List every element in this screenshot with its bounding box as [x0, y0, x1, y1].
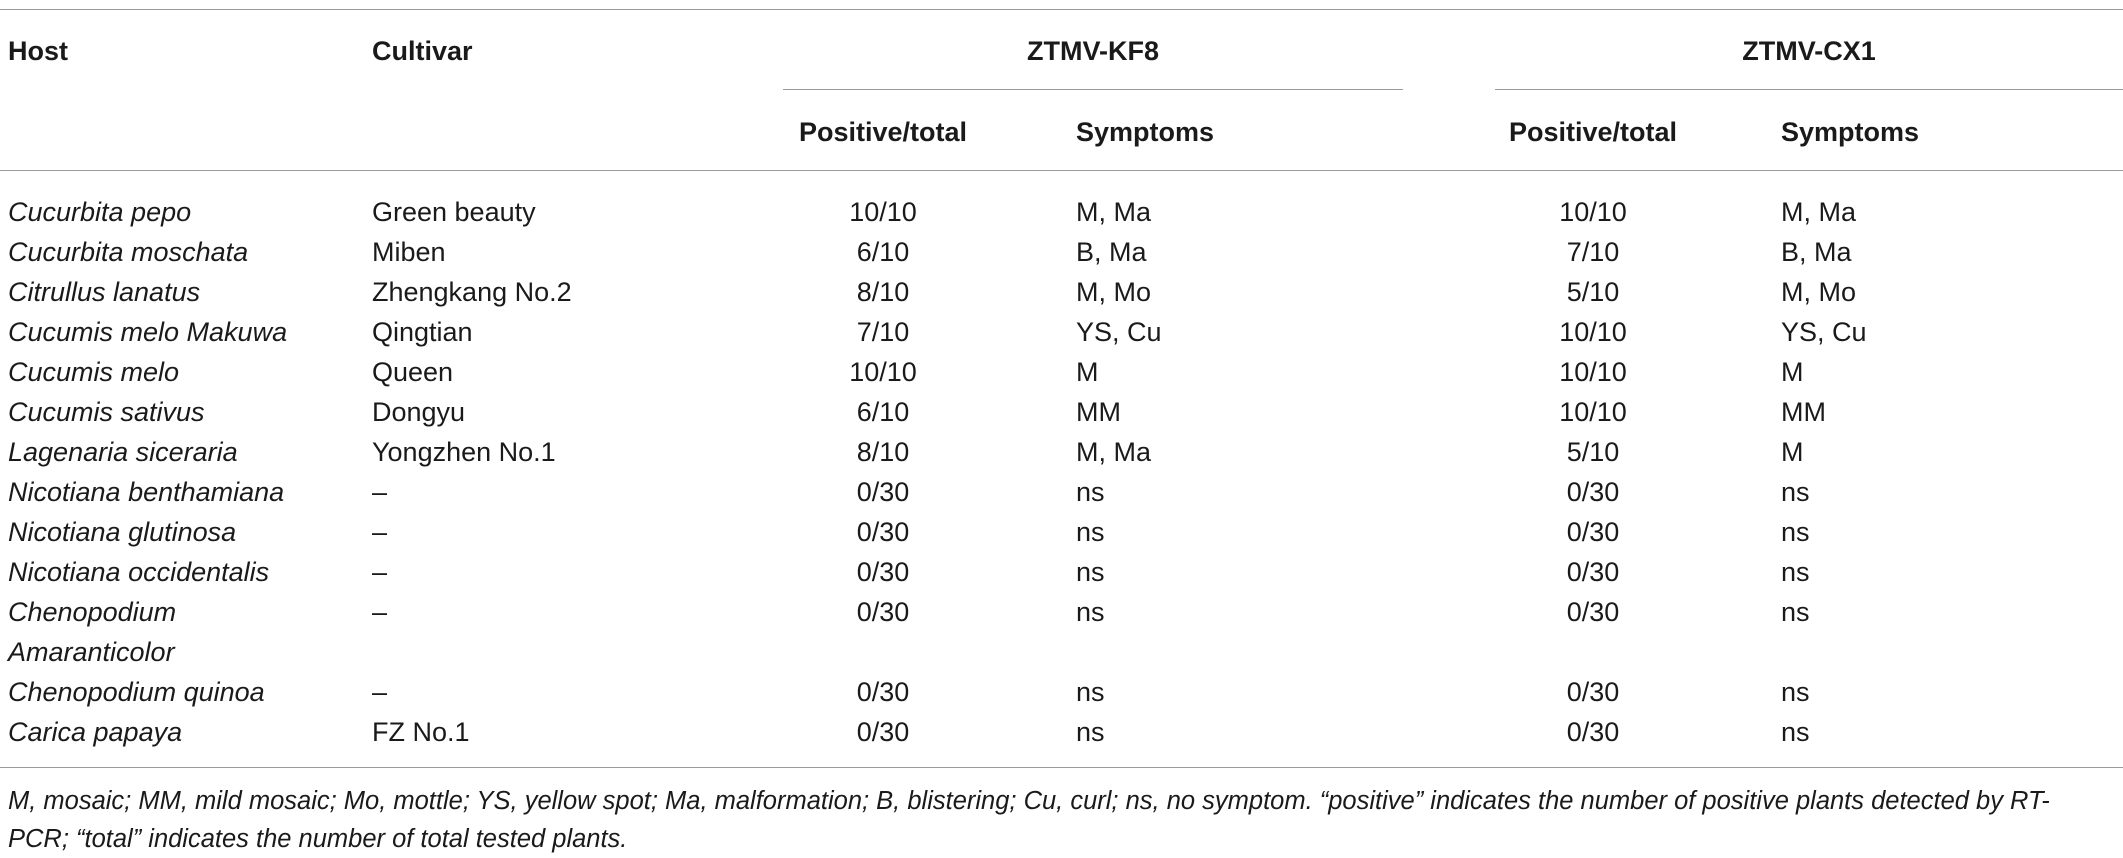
header-bottom-rule — [0, 170, 2123, 171]
host-cell: Nicotiana occidentalis — [8, 557, 270, 587]
header-kf8-positive-total: Positive/total — [798, 117, 968, 147]
host-cell: Cucumis melo — [8, 357, 180, 387]
header-host: Host — [8, 36, 68, 66]
header-cx1-positive-total: Positive/total — [1508, 117, 1678, 147]
host-cell: Nicotiana glutinosa — [8, 517, 237, 547]
cultivar-cell: Dongyu — [372, 397, 466, 427]
kf8-symptoms-cell: M, Ma — [1076, 437, 1152, 467]
cx1-positive-cell: 0/30 — [1566, 717, 1620, 747]
kf8-positive-cell: 0/30 — [856, 477, 910, 507]
group-cx1-rule — [1495, 89, 2123, 90]
host-cell: Cucumis sativus — [8, 397, 205, 427]
kf8-positive-cell: 7/10 — [856, 317, 910, 347]
host-cell: Chenopodium — [8, 597, 177, 627]
kf8-symptoms-cell: M, Ma — [1076, 197, 1152, 227]
kf8-symptoms-cell: B, Ma — [1076, 237, 1147, 267]
cx1-positive-cell: 10/10 — [1559, 397, 1627, 427]
kf8-positive-cell: 8/10 — [856, 437, 910, 467]
host-cell: Cucurbita moschata — [8, 237, 249, 267]
table-bottom-rule — [0, 767, 2123, 768]
kf8-positive-cell: 10/10 — [849, 197, 917, 227]
cx1-positive-cell: 10/10 — [1559, 357, 1627, 387]
cx1-symptoms-cell: ns — [1781, 517, 1810, 547]
kf8-symptoms-cell: ns — [1076, 557, 1105, 587]
cx1-symptoms-cell: M, Ma — [1781, 197, 1857, 227]
cx1-positive-cell: 0/30 — [1566, 477, 1620, 507]
group-kf8-rule — [783, 89, 1403, 90]
host-cell-line2: Amaranticolor — [8, 637, 175, 667]
kf8-positive-cell: 6/10 — [856, 397, 910, 427]
kf8-symptoms-cell: M — [1076, 357, 1099, 387]
cx1-symptoms-cell: M, Mo — [1781, 277, 1857, 307]
cultivar-cell: Yongzhen No.1 — [372, 437, 556, 467]
cultivar-cell: – — [372, 557, 388, 587]
kf8-positive-cell: 0/30 — [856, 557, 910, 587]
cx1-positive-cell: 0/30 — [1566, 557, 1620, 587]
cx1-symptoms-cell: B, Ma — [1781, 237, 1852, 267]
kf8-symptoms-cell: YS, Cu — [1076, 317, 1162, 347]
kf8-symptoms-cell: ns — [1076, 517, 1105, 547]
cx1-positive-cell: 10/10 — [1559, 197, 1627, 227]
cx1-symptoms-cell: ns — [1781, 717, 1810, 747]
kf8-positive-cell: 6/10 — [856, 237, 910, 267]
header-group-cx1: ZTMV-CX1 — [1742, 36, 1876, 66]
cultivar-cell: Queen — [372, 357, 454, 387]
cx1-positive-cell: 0/30 — [1566, 597, 1620, 627]
cultivar-cell: – — [372, 517, 388, 547]
cx1-symptoms-cell: M — [1781, 437, 1804, 467]
cx1-symptoms-cell: ns — [1781, 597, 1810, 627]
cx1-positive-cell: 0/30 — [1566, 517, 1620, 547]
cultivar-cell: Green beauty — [372, 197, 536, 227]
cx1-symptoms-cell: ns — [1781, 557, 1810, 587]
cx1-positive-cell: 5/10 — [1566, 437, 1620, 467]
cultivar-cell: Qingtian — [372, 317, 473, 347]
cultivar-cell: – — [372, 597, 388, 627]
cx1-positive-cell: 0/30 — [1566, 677, 1620, 707]
kf8-symptoms-cell: ns — [1076, 717, 1105, 747]
cx1-symptoms-cell: YS, Cu — [1781, 317, 1867, 347]
cultivar-cell: Miben — [372, 237, 446, 267]
kf8-positive-cell: 0/30 — [856, 517, 910, 547]
kf8-symptoms-cell: ns — [1076, 597, 1105, 627]
kf8-positive-cell: 0/30 — [856, 597, 910, 627]
cx1-positive-cell: 10/10 — [1559, 317, 1627, 347]
host-cell: Nicotiana benthamiana — [8, 477, 285, 507]
kf8-positive-cell: 0/30 — [856, 717, 910, 747]
cultivar-cell: – — [372, 477, 388, 507]
table-top-rule — [0, 9, 2123, 10]
cx1-symptoms-cell: M — [1781, 357, 1804, 387]
table-footnote: M, mosaic; MM, mild mosaic; Mo, mottle; YS, yellow spot; Ma, malformation; B, blistering; Cu, curl; ns, no symptom. “positive” indicates the number of positive plants detected by RT-PCR; “total” indicates the number of total tested plants. — [8, 787, 2050, 853]
cx1-symptoms-cell: ns — [1781, 477, 1810, 507]
cultivar-cell: Zhengkang No.2 — [372, 277, 572, 307]
header-group-kf8: ZTMV-KF8 — [1027, 36, 1159, 66]
host-cell: Cucurbita pepo — [8, 197, 192, 227]
host-cell: Chenopodium quinoa — [8, 677, 265, 707]
host-cell: Cucumis melo Makuwa — [8, 317, 288, 347]
cx1-symptoms-cell: ns — [1781, 677, 1810, 707]
cultivar-cell: – — [372, 677, 388, 707]
host-cell: Citrullus lanatus — [8, 277, 201, 307]
kf8-positive-cell: 10/10 — [849, 357, 917, 387]
header-cultivar: Cultivar — [372, 36, 473, 66]
kf8-positive-cell: 0/30 — [856, 677, 910, 707]
kf8-symptoms-cell: MM — [1076, 397, 1121, 427]
header-cx1-symptoms: Symptoms — [1781, 117, 1920, 147]
host-cell: Carica papaya — [8, 717, 183, 747]
cx1-positive-cell: 7/10 — [1566, 237, 1620, 267]
kf8-symptoms-cell: ns — [1076, 677, 1105, 707]
header-kf8-symptoms: Symptoms — [1076, 117, 1215, 147]
cx1-positive-cell: 5/10 — [1566, 277, 1620, 307]
host-cell: Lagenaria siceraria — [8, 437, 238, 467]
kf8-positive-cell: 8/10 — [856, 277, 910, 307]
kf8-symptoms-cell: M, Mo — [1076, 277, 1152, 307]
cx1-symptoms-cell: MM — [1781, 397, 1826, 427]
kf8-symptoms-cell: ns — [1076, 477, 1105, 507]
cultivar-cell: FZ No.1 — [372, 717, 470, 747]
